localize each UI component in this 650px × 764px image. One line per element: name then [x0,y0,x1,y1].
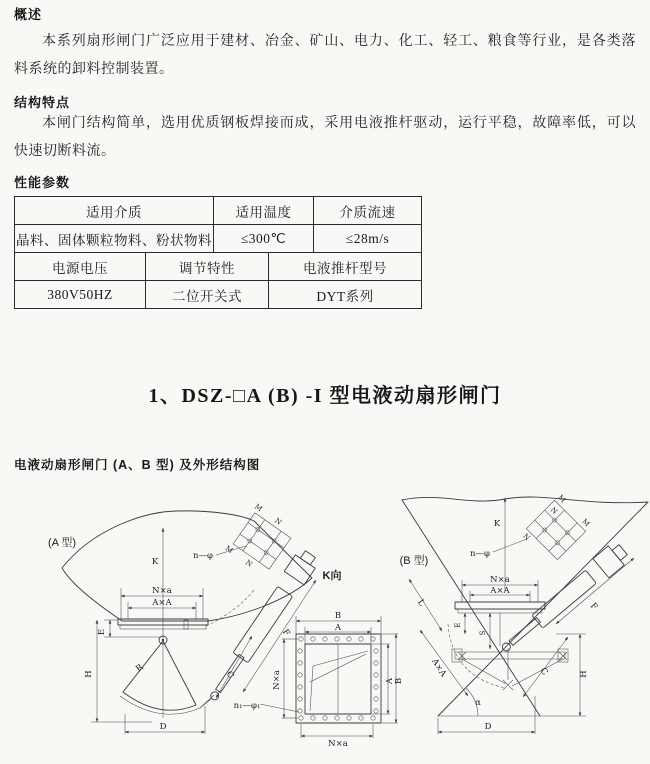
dim-label-axa: A×A [429,657,449,679]
actuator-a [203,547,321,706]
drawing-k-view [234,568,404,749]
table-cell: DYT系列 [268,281,421,308]
table-cell: ≤28m/s [313,225,421,252]
dim-label-m: M [580,517,592,529]
dim-label-n1-phi1: n₁—φ₁ [233,701,261,711]
dim-label-s: S [479,630,487,636]
table-header-cell: 调节特性 [145,253,268,280]
dim-label-axa: A×A [490,586,510,596]
table-header-cell: 电液推杆型号 [268,253,421,280]
drawing-type-a [48,503,320,734]
dim-label-n-phi: n—φ [470,549,490,559]
table-header-cell: 适用温度 [213,197,313,224]
type-b-label: (B 型) [399,555,429,567]
dim-label-c: C [537,666,550,678]
table-header-cell: 适用介质 [86,204,142,220]
dim-label-r: R [134,662,146,675]
table-header-cell: 介质流速 [313,197,421,224]
features-paragraph: 本闸门结构简单，选用优质钢板焊接而成，采用电液推杆驱动，运行平稳，故障率低，可以快速切断料流。 [14,116,636,159]
table-header-cell: 电源电压 [52,260,108,276]
dim-label-alpha: α [475,698,481,708]
dim-label-b: B [334,611,342,621]
k-view-label: K向 [322,570,342,582]
dim-label-k: K [151,557,159,567]
dim-label-b: B [394,677,404,685]
dim-label-k: K [493,519,501,529]
dim-label-m: M [556,493,568,505]
dim-label-nxa: N×a [152,586,172,596]
table-row [15,280,421,308]
dim-label-d: D [484,722,492,732]
dim-label-d: D [159,722,167,732]
type-a-label: (A 型) [47,537,77,549]
features-heading: 结构特点 [14,95,71,110]
table-row [15,197,421,224]
dim-label-n: N [273,516,283,527]
table-row [15,252,421,280]
dim-label-n: N [243,558,254,569]
dim-label-h: H [579,670,589,678]
performance-table [14,196,422,309]
overview-heading: 概述 [14,7,43,22]
dim-label-nxa: N×a [272,670,282,690]
figure-caption: 电液动扇形闸门 (A、B 型) 及外形结构图 [14,458,261,472]
drawing-type-b [400,493,648,734]
dim-label-e: E [97,628,107,636]
dim-label-a: A [385,677,395,685]
product-title: 1、DSZ-□A (B) -I 型电液动扇形闸门 [148,385,502,407]
table-cell: ≤300℃ [213,225,313,252]
dim-label-a: A [334,623,342,633]
dim-label-h: H [84,670,94,678]
dim-label-n-phi: n—φ [193,551,213,561]
dim-label-f: F [279,627,292,639]
performance-heading: 性能参数 [14,175,71,190]
dim-label-e: E [454,622,462,628]
dim-label-c: C [223,669,236,681]
dim-label-l: L [414,597,427,609]
table-cell: 二位开关式 [145,281,268,308]
dim-label-m: M [223,544,235,556]
table-cell: 380V50HZ [47,286,113,302]
dim-label-axa: A×A [152,598,172,608]
figure-drawings [0,484,650,764]
dim-label-m: M [253,502,264,514]
dim-label-n: N [548,505,559,516]
table-row [15,224,421,252]
overview-paragraph: 本系列扇形闸门广泛应用于建材、冶金、矿山、电力、化工、轻工、粮食等行业，是各类落料系统的卸料控制装置。 [14,34,636,77]
table-cell: 晶料、固体颗粒物料、粉状物料 [16,232,212,248]
dim-label-nxa: N×a [328,739,348,749]
dim-label-nxa: N×a [490,575,510,585]
dim-label-f: F [587,601,600,613]
actuator-b [496,540,632,659]
dim-label-n: N [521,532,532,543]
